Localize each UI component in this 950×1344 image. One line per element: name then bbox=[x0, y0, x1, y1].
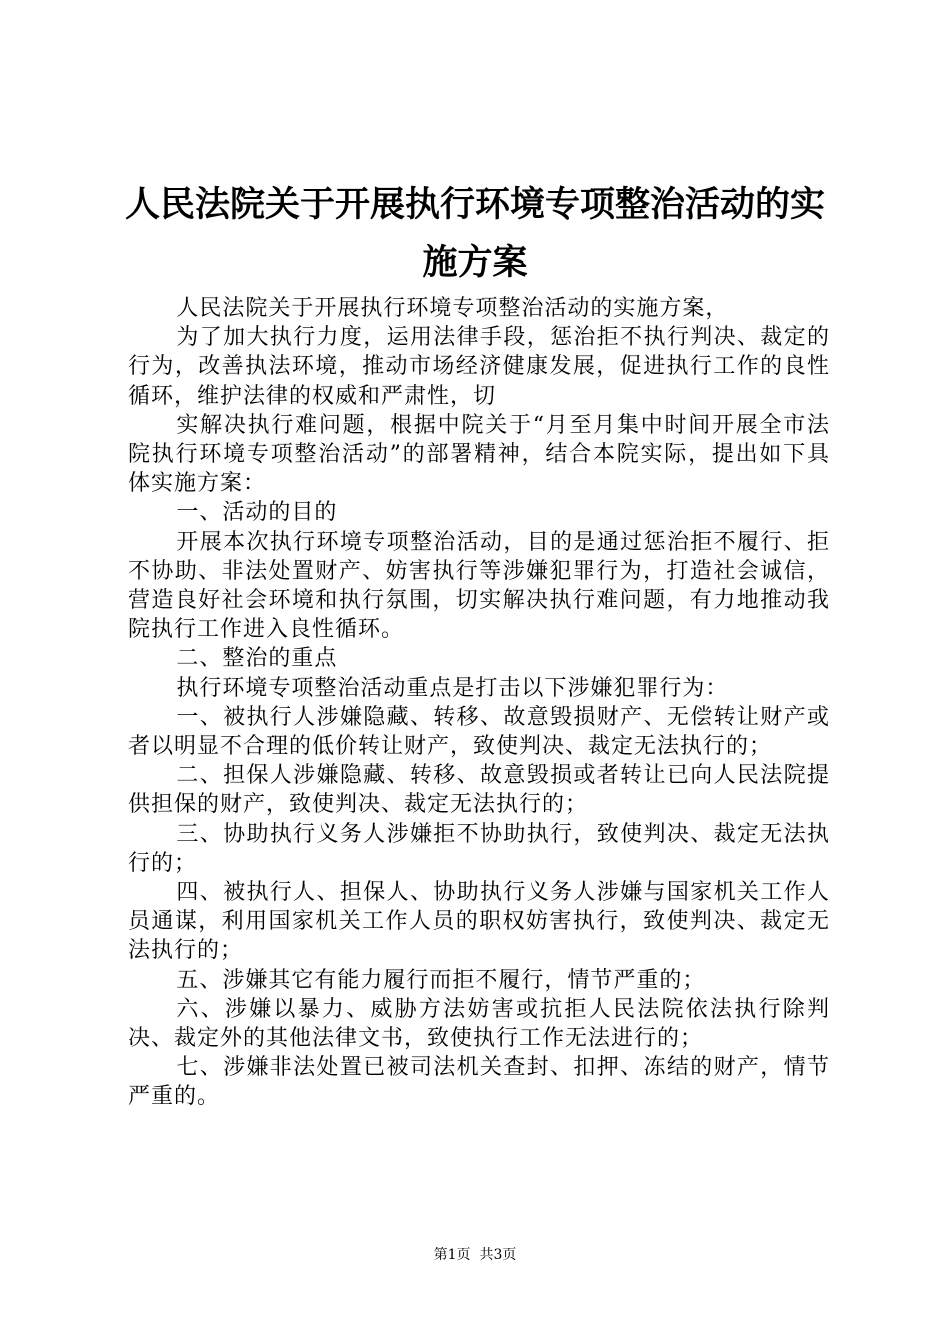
list-item: 四、被执行人、担保人、协助执行义务人涉嫌与国家机关工作人员通谋，利用国家机关工作人员的职权妨害执行，致使判决、裁定无法执行的； bbox=[128, 880, 830, 964]
page-footer bbox=[0, 1245, 950, 1265]
list-item: 一、被执行人涉嫌隐藏、转移、故意毁损财产、无偿转让财产或者以明显不合理的低价转让财产，致使判决、裁定无法执行的； bbox=[128, 704, 830, 760]
section-heading: 二、整治的重点 bbox=[176, 646, 338, 672]
list-item: 二、担保人涉嫌隐藏、转移、故意毁损或者转让已向人民法院提供担保的财产，致使判决、裁定无法执行的； bbox=[128, 763, 830, 818]
page-number: 第1页 共3页 bbox=[433, 1247, 517, 1263]
list-item: 三、协助执行义务人涉嫌拒不协助执行，致使判决、裁定无法执行的； bbox=[128, 821, 830, 876]
list-item: 六、涉嫌以暴力、威胁方法妨害或抗拒人民法院依法执行除判决、裁定外的其他法律文书，致使执行工作无法进行的； bbox=[128, 996, 830, 1052]
paragraph: 执行环境专项整治活动重点是打击以下涉嫌犯罪行为： bbox=[176, 675, 729, 701]
document-body bbox=[128, 294, 830, 1112]
paragraph: 人民法院关于开展执行环境专项整治活动的实施方案， bbox=[176, 296, 729, 321]
paragraph: 为了加大执行力度，运用法律手段，惩治拒不执行判决、裁定的行为，改善执法环境，推动市场经济健康发展，促进执行工作的良性循环，维护法律的权威和严肃性，切 bbox=[128, 325, 830, 409]
section-heading: 一、活动的目的 bbox=[176, 500, 338, 526]
paragraph: 开展本次执行环境专项整治活动，目的是通过惩治拒不履行、拒不协助、非法处置财产、妨害执行等涉嫌犯罪行为，打造社会诚信，营造良好社会环境和执行氛围，切实解决执行难问题，有力地推动我院执行工作进入良性循环。 bbox=[128, 529, 830, 643]
document-title: 人民法院关于开展执行环境专项整治活动的实施方案 bbox=[124, 185, 825, 283]
list-item: 五、涉嫌其它有能力履行而拒不履行，情节严重的； bbox=[176, 967, 706, 993]
paragraph: 实解决执行难问题，根据中院关于“月至月集中时间开展全市法院执行环境专项整治活动”的部署精神，结合本院实际，提出如下具体实施方案： bbox=[128, 412, 830, 497]
list-item: 七、涉嫌非法处置已被司法机关查封、扣押、冻结的财产，情节严重的。 bbox=[128, 1055, 830, 1110]
